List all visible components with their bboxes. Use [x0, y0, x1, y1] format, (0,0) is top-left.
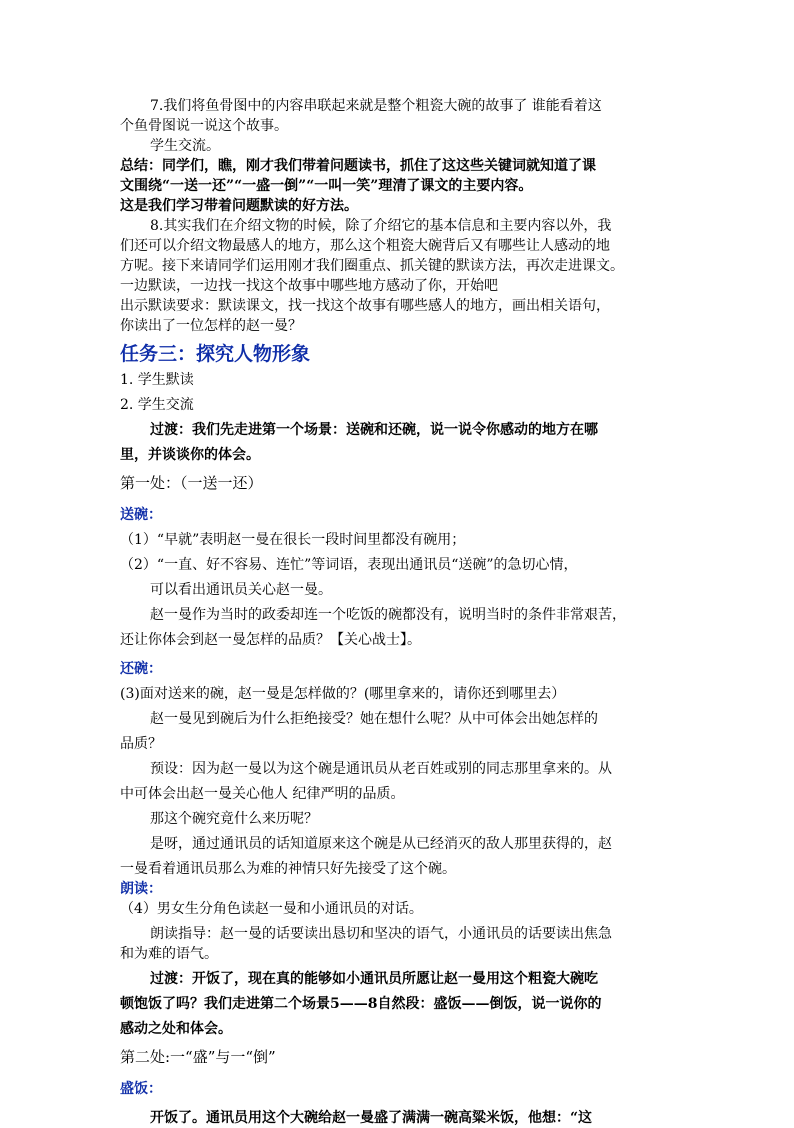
paragraph-line: 开饭了。通讯员用这个大碗给赵一曼盛了满满一碗高粱米饭，他想：“这: [150, 1110, 593, 1126]
paragraph-line: 们还可以介绍文物最感人的地方，那么这个粗瓷大碗背后又有哪些让人感动的地: [120, 238, 610, 254]
paragraph-line: 一边默读，一边找一找这个故事中哪些地方感动了你，开始吧: [120, 278, 498, 294]
paragraph-line: (3)面对送来的碗，赵一曼是怎样做的？(哪里拿来的，请你还到哪里去）: [120, 686, 566, 702]
subheading-send-bowl: 送碗：: [120, 507, 162, 523]
paragraph-line: （1）“早就”表明赵一曼在很长一段时间里都没有碗用；: [120, 532, 466, 548]
document-body: [120, 96, 682, 1128]
transition-line: 过渡：我们先走进第一个场景：送碗和还碗，说一说令你感动的地方在哪: [150, 422, 598, 438]
subheading-serve-rice: 盛饭：: [120, 1081, 162, 1097]
list-item: 2. 学生交流: [120, 397, 194, 413]
paragraph-line: 赵一曼见到碗后为什么拒绝接受？她在想什么呢？从中可体会出她怎样的: [150, 711, 598, 727]
section-heading: 第一处：（一送一还）: [120, 474, 263, 492]
subheading-return-bowl: 还碗：: [120, 661, 162, 677]
paragraph-line: 7.我们将鱼骨图中的内容串联起来就是整个粗瓷大碗的故事了 谁能看着这: [150, 98, 602, 114]
subheading-reading: 朗读：: [120, 881, 162, 897]
summary-line: 这是我们学习带着问题默读的好方法。: [120, 198, 358, 214]
transition-line: 过渡：开饭了，现在真的能够如小通讯员所愿让赵一曼用这个粗瓷大碗吃: [150, 971, 598, 987]
transition-line: 里，并谈谈你的体会。: [120, 447, 260, 463]
paragraph-line: 个鱼骨图说一说这个故事。: [120, 118, 288, 134]
paragraph-line: 品质？: [120, 736, 162, 752]
paragraph-line: 预设：因为赵一曼以为这个碗是通讯员从老百姓或别的同志那里拿来的。从: [150, 761, 612, 777]
paragraph-line: 那这个碗究竟什么来历呢？: [150, 811, 318, 827]
task-heading: 任务三：探究人物形象: [120, 343, 311, 365]
paragraph-line: 可以看出通讯员关心赵一曼。: [150, 582, 332, 598]
section-heading: 第二处:一“盛”与一“倒”: [120, 1048, 276, 1066]
list-item: 1. 学生默读: [120, 372, 194, 388]
paragraph-line: 方呢。接下来请同学们运用刚才我们圈重点、抓关键的默读方法，再次走进课文。: [120, 258, 624, 274]
paragraph-line: 朗读指导：赵一曼的话要读出恳切和坚决的语气，小通讯员的话要读出焦急: [150, 926, 612, 942]
paragraph-line: 和为难的语气。: [120, 946, 218, 962]
paragraph-line: （4）男女生分角色读赵一曼和小通讯员的对话。: [120, 901, 423, 917]
transition-line: 顿饱饭了吗？我们走进第二个场景5——8自然段：盛饭——倒饭，说一说你的: [120, 996, 602, 1012]
summary-line: 总结：同学们，瞧，刚才我们带着问题读书，抓住了这这些关键词就知道了课: [120, 158, 596, 174]
paragraph-line: 8.其实我们在介绍文物的时候，除了介绍它的基本信息和主要内容以外，我: [150, 218, 612, 234]
paragraph-line: 赵一曼作为当时的政委却连一个吃饭的碗都没有，说明当时的条件非常艰苦，: [150, 607, 626, 623]
paragraph-line: 中可体会出赵一曼关心他人 纪律严明的品质。: [120, 786, 405, 802]
paragraph-line: 是呀，通过通讯员的话知道原来这个碗是从已经消灭的敌人那里获得的，赵: [150, 836, 612, 852]
paragraph-line: 学生交流。: [150, 138, 220, 154]
paragraph-line: 出示默读要求：默读课文，找一找这个故事有哪些感人的地方，画出相关语句，: [120, 298, 610, 314]
paragraph-line: 你读出了一位怎样的赵一曼？: [120, 318, 302, 334]
transition-line: 感动之处和体会。: [120, 1021, 232, 1037]
paragraph-line: 还让你体会到赵一曼怎样的品质？【关心战士】。: [120, 632, 421, 648]
summary-line: 文围绕“一送一还”“一盛一倒”“一叫一笑”理清了课文的主要内容。: [120, 178, 533, 194]
paragraph-line: （2）“一直、好不容易、连忙”等词语，表现出通讯员“送碗”的急切心情，: [120, 557, 578, 573]
paragraph-line: 一曼看着通讯员那么为难的神情只好先接受了这个碗。: [120, 861, 456, 877]
